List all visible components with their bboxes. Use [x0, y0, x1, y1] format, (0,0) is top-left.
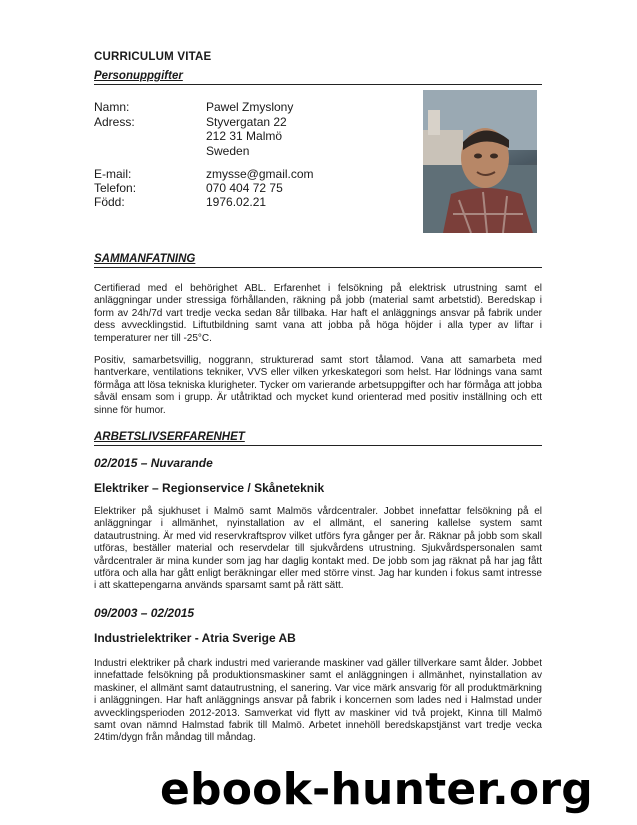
job1-dates: 02/2015 – Nuvarande: [94, 456, 213, 470]
summary-paragraph-1: Certifierad med el behörighet ABL. Erfarenhet i felsökning på elektrisk utrustning samt el anläggningar under stressiga förhållanden, räkning på jobb (material samt arbetstid). Beredskap i form av 24h/7d vart tredje vecka sedan 8år tillbaka. Har haft el anläggnings ansvar på fabrik under dess avvecklingstid. Liftutbildning samt vana att jobba på höga höjder i alla typer av liftar i temperaturer ner till -25°C.: [94, 283, 542, 344]
summary-paragraph-2: Positiv, samarbetsvillig, noggrann, strukturerad samt stort tålamod. Vana att samarbeta med hantverkare, ventilations tekniker, VVS eller vilken yrkeskategori som helst. Har lödnings vana samt förmåga att lösa tekniska klurigheter. Tycker om varierande arbetsuppgifter och har förmåga att jobba såväl ensam som i grupp. Är utåtriktad och mycket kund orienterad med positiv inställning och ett sinne för humor.: [94, 355, 542, 416]
job2-dates: 09/2003 – 02/2015: [94, 606, 195, 620]
address-line3: Sweden: [206, 143, 250, 158]
cv-title: CURRICULUM VITAE: [94, 51, 212, 63]
watermark-text: ebook-hunter.org: [160, 764, 593, 815]
born-value: 1976.02.21: [206, 195, 267, 209]
summary-heading: [94, 253, 542, 268]
personal-heading: [94, 70, 542, 85]
phone-label: Telefon:: [94, 181, 137, 195]
born-label: Född:: [94, 195, 125, 209]
experience-heading: [94, 431, 542, 446]
email-value: zmysse@gmail.com: [206, 167, 314, 181]
email-label: E-mail:: [94, 167, 132, 181]
experience-heading-text: ARBETSLIVSERFARENHET: [94, 431, 245, 443]
job1-title: Elektriker – Regionservice / Skåneteknik: [94, 481, 325, 495]
name-value: Pawel Zmyslony: [206, 100, 294, 114]
summary-heading-text: SAMMANFATNING: [94, 253, 196, 265]
personal-heading-text: Personuppgifter: [94, 70, 183, 82]
name-label: Namn:: [94, 100, 130, 114]
job1-description: Elektriker på sjukhuset i Malmö samt Malmös vårdcentraler. Jobbet innefattar felsökning på el anläggningar i allmänhet, nyinstallation av el allmänt, el sanering kallelse system samt datautrustning. Är med vid reservkraftsprov vilket utförs fyra gånger per år. Räknar på jobb som skall utföras, beställer material och reservdelar till sjukvårdens utrustning. Sjukvårdspersonalen samt vårdcentraler är mina kunder som jag har daglig kontakt med. De jobb som jag räknat på har jag fått utföra och alla har gått enligt beräkningar eller med större vinst. Jag har kunden i fokus samt intresse i att skattepengarna används sparsamt samt på rätt sätt.: [94, 506, 542, 592]
profile-photo: [423, 90, 537, 233]
address-line2: 212 31 Malmö: [206, 129, 283, 143]
portrait-image: [423, 90, 537, 233]
phone-value: 070 404 72 75: [206, 181, 283, 195]
address-label: Adress:: [94, 114, 135, 129]
job2-description: Industri elektriker på chark industri med varierande maskiner vad gäller tillverkare samt ålder. Jobbet innefattade felsökning på produktionsmaskiner samt el anläggningen i allmänhet, nyinstallation av maskiner, el allmänt samt datautrustning, el sanering. Var vice märk ansvarig för all produktmärkning i anläggningen. Har haft anläggnings ansvar på fabrik i koncernen som lades ned i Halmstad under avvecklingsperioden 2012-2013. Samverkat vid flytt av maskiner vid två projekt, Kinna till Malmö samt ovan nämnd Halmstad fabrik till Malmö. Arbetet innehöll beredskapstjänst vart tredje vecka 24tim/dygn från måndag till måndag.: [94, 658, 542, 744]
address-line1: Styvergatan 22: [206, 114, 287, 129]
job2-title: Industrielektriker - Atria Sverige AB: [94, 631, 296, 645]
